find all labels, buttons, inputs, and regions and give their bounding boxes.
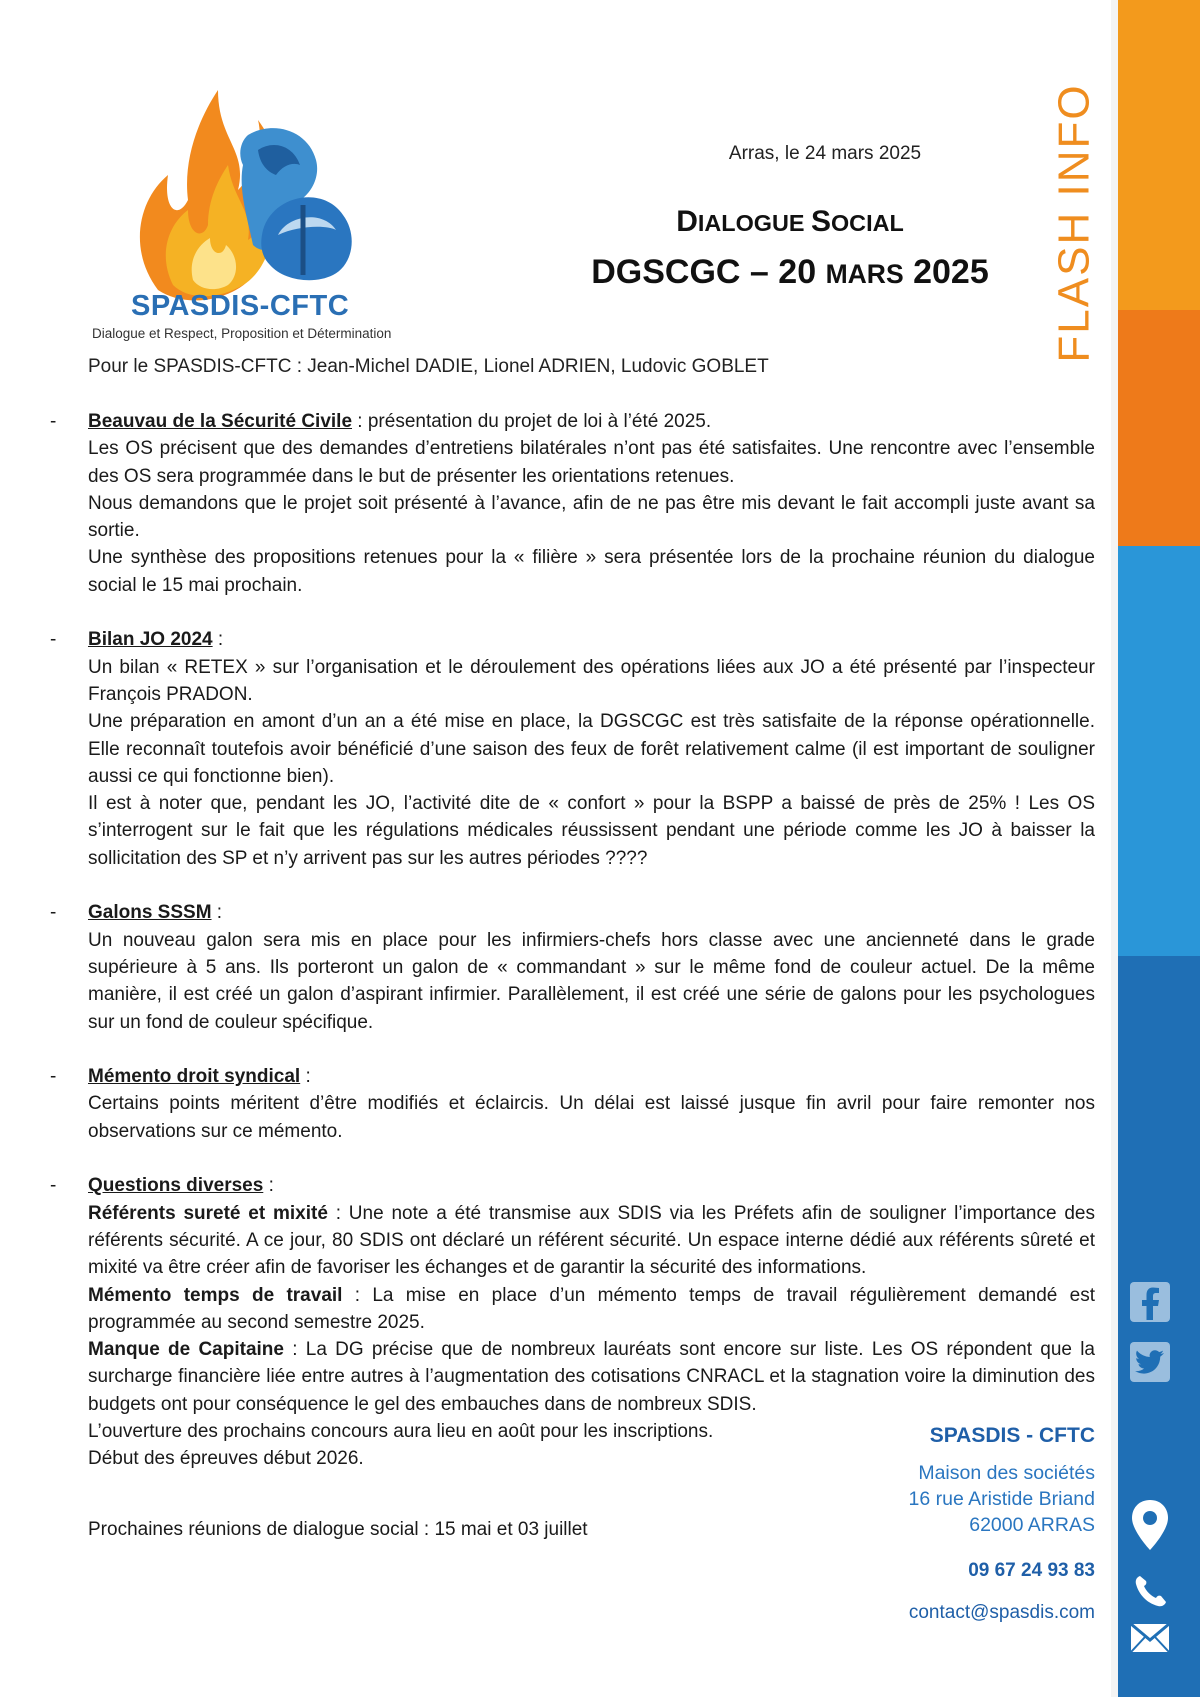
twitter-icon[interactable] — [1128, 1340, 1172, 1384]
paragraph: Mémento temps de travail : La mise en place d’un mémento temps de travail régulièrement demandé est programmée au second semestre 2025. — [88, 1284, 1096, 1333]
phone-icon — [1128, 1570, 1172, 1614]
paragraph: Un nouveau galon sera mis en place pour les infirmiers-chefs hors classe avec une ancienneté dans le grade supérieure à 5 ans. Ils porteront un galon de « commandant » sur le même fond de couleur actuel. De la même manière, il est créé un galon d’aspirant infirmier. Parallèlement, il est créé une série de galons pour les psychologues sur un fond de couleur spécifique. — [88, 929, 1095, 1033]
paragraph: Il est à noter que, pendant les JO, l’activité dite de « confort » pour la BSPP a baissé de près de 25% ! Les OS s’interrogent sur le fait que les régulations médicales réussissent pendant une période comme les JO à baisser la sollicitation des SP et n’y arrivent pas sur les autres périodes ???? — [88, 793, 1095, 869]
facebook-icon[interactable] — [1128, 1280, 1172, 1324]
mail-icon — [1128, 1620, 1172, 1656]
bullet-dash: - — [50, 902, 57, 924]
logo-name: SPASDIS-CFTC — [131, 290, 350, 322]
band-edge — [1111, 0, 1118, 1697]
section-heading: Bilan JO 2024 : — [88, 629, 224, 651]
document-date: Arras, le 24 mars 2025 — [728, 143, 922, 164]
section-bilan-jo — [50, 626, 1095, 872]
side-band-light-blue — [1118, 546, 1200, 956]
document-body — [50, 408, 1095, 1500]
next-meetings: Prochaines réunions de dialogue social : 15 mai et 03 juillet — [88, 1519, 588, 1540]
section-memento-syndical — [50, 1063, 1095, 1145]
section-heading: Galons SSSM : — [88, 902, 223, 924]
bullet-dash: - — [50, 1175, 57, 1197]
address-line: 16 rue Aristide Briand — [908, 1488, 1095, 1510]
address-line: Maison des sociétés — [918, 1462, 1095, 1484]
side-band-orange — [1118, 0, 1200, 310]
representatives-line: Pour le SPASDIS-CFTC : Jean-Michel DADIE, Lionel ADRIEN, Ludovic GOBLET — [88, 356, 769, 377]
title-line-2: DGSCGC – 20 MARS 2025 — [591, 253, 989, 291]
contact-block — [850, 1424, 1095, 1624]
title-line-1: DIALOGUE SOCIAL — [676, 205, 904, 238]
paragraph: Un bilan « RETEX » sur l’organisation et le déroulement des opérations liées aux JO a été présenté par l’inspecteur François PRADON. — [88, 656, 1095, 705]
section-beauvau — [50, 408, 1095, 599]
logo-tagline: Dialogue et Respect, Proposition et Détermination — [92, 326, 392, 341]
location-icon — [1128, 1498, 1172, 1552]
paragraph: Manque de Capitaine : La DG précise que de nombreux lauréats sont encore sur liste. Les OS répondent que la surcharge financière liée entre autres à l’augmentation des cotisations CNRACL et la stagnation voire la diminution des budgets ont pour conséquence le gel des embauches dans de nombreux SDIS. — [88, 1339, 1096, 1415]
section-heading: Questions diverses : — [88, 1175, 274, 1197]
paragraph: Référents sureté et mixité : Une note a été transmise aux SDIS via les Préfets afin de souligner l’importance des référents sécurité. A ce jour, 80 SDIS ont déclaré un référent sécurité. Un espace interne dédié aux référents sûreté et mixité va être créer afin de favoriser les échanges et de garantir la sécurité des informations. — [88, 1202, 1095, 1279]
paragraph: Début des épreuves début 2026. — [88, 1448, 364, 1470]
paragraph: Certains points méritent d’être modifiés et éclaircis. Un délai est laissé jusque fin avril pour faire remonter nos observations sur ce mémento. — [88, 1093, 1095, 1142]
paragraph: Une synthèse des propositions retenues pour la « filière » sera présentée lors de la prochaine réunion du dialogue social le 15 mai prochain. — [88, 547, 1095, 596]
section-heading: Mémento droit syndical : — [88, 1066, 311, 1088]
contact-org: SPASDIS - CFTC — [929, 1424, 1095, 1447]
paragraph: Une préparation en amont d’un an a été mise en place, la DGSCGC est très satisfaite de la réponse opérationnelle. Elle reconnaît toutefois avoir bénéficié d’une saison des feux de forêt relativement calme (il est important de souligner aussi ce qui fonctionne bien). — [88, 711, 1095, 787]
side-band-dark-orange — [1118, 310, 1200, 546]
bullet-dash: - — [50, 411, 57, 432]
paragraph: Les OS précisent que des demandes d’entretiens bilatérales n’ont pas été satisfaites. Une rencontre avec l’ensemble des OS sera programmée dans le but de présenter les orientations retenues. — [88, 438, 1095, 487]
contact-phone[interactable]: 09 67 24 93 83 — [968, 1560, 1095, 1581]
paragraph: Nous demandons que le projet soit présenté à l’avance, afin de ne pas être mis devant le fait accompli juste avant sa sortie. — [88, 492, 1095, 542]
bullet-dash: - — [50, 1066, 57, 1088]
section-galons-sssm — [50, 899, 1095, 1035]
section-heading: Beauvau de la Sécurité Civile : présentation du projet de loi à l’été 2025. — [88, 411, 712, 432]
bullet-dash: - — [50, 629, 57, 651]
flash-info-label: FLASH INFO — [1050, 82, 1099, 363]
address-line: 62000 ARRAS — [969, 1514, 1095, 1536]
contact-email[interactable]: contact@spasdis.com — [908, 1602, 1095, 1623]
paragraph: L’ouverture des prochains concours aura lieu en août pour les inscriptions. — [88, 1420, 714, 1442]
